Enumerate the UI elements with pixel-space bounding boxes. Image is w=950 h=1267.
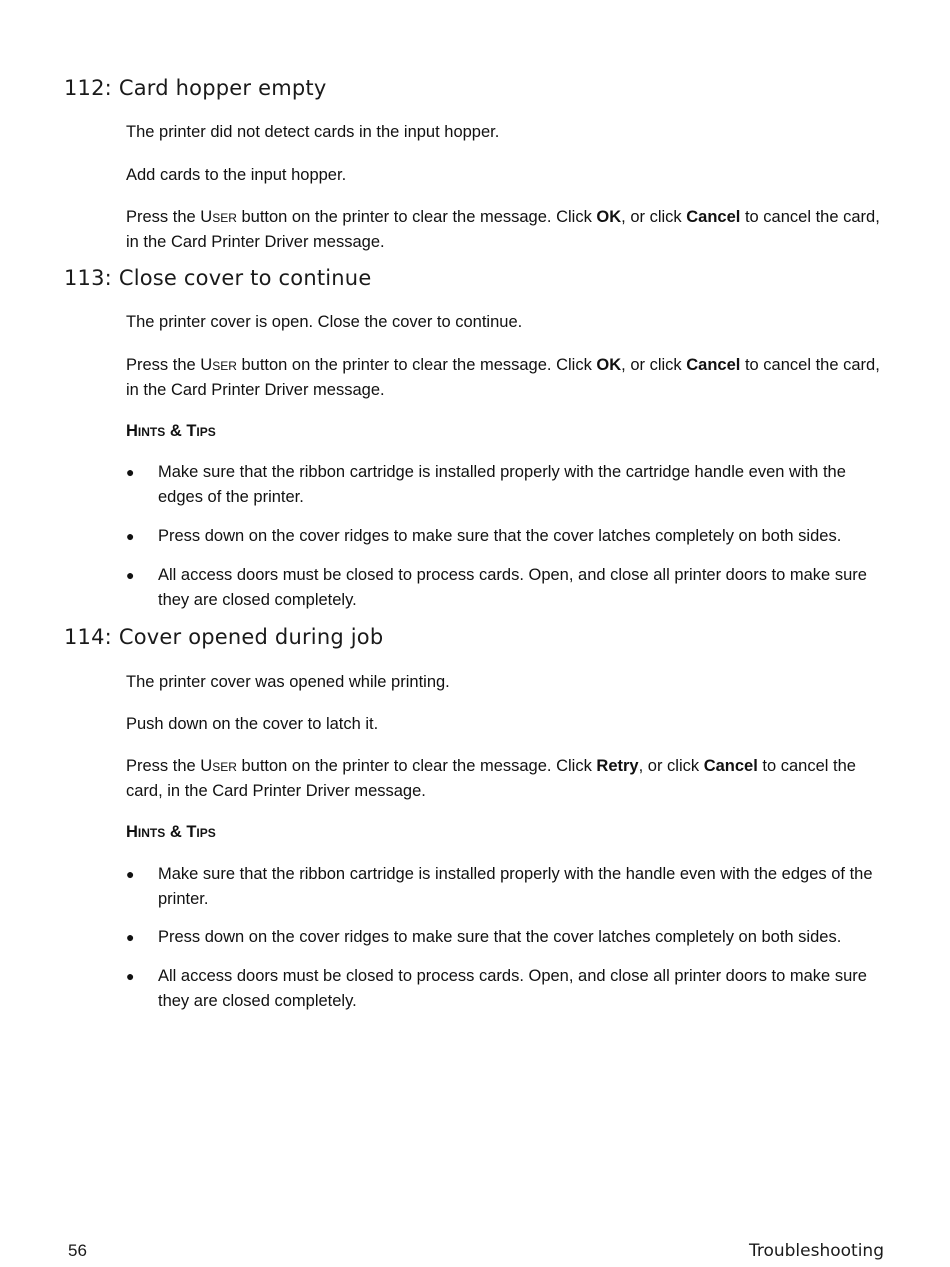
cancel-term: Cancel bbox=[686, 208, 741, 226]
section-heading-114: 114: Cover opened during job bbox=[64, 625, 384, 649]
retry-term: Retry bbox=[596, 757, 639, 775]
section-heading-113: 113: Close cover to continue bbox=[64, 266, 372, 290]
user-button-term: User bbox=[200, 356, 237, 374]
paragraph-114-press-user: Press the User button on the printer to clear the message. Click Retry, or click Cancel to cancel the card, in the Card Printer Driver message. bbox=[126, 757, 856, 800]
paragraph-113-press-user: Press the User button on the printer to clear the message. Click OK, or click Cancel to cancel the card, in the Card Printer Driver message. bbox=[126, 356, 880, 399]
paragraph-112-add-cards: Add cards to the input hopper. bbox=[126, 166, 347, 184]
hints-tips-heading-114: Hints & Tips bbox=[126, 823, 216, 841]
cancel-term: Cancel bbox=[686, 356, 741, 374]
chapter-title: Troubleshooting bbox=[748, 1241, 884, 1261]
bullet-icon: ● bbox=[126, 567, 135, 583]
user-button-term: User bbox=[200, 208, 237, 226]
bullet-icon: ● bbox=[126, 968, 135, 984]
paragraph-114-push-down: Push down on the cover to latch it. bbox=[126, 715, 379, 733]
section-heading-112: 112: Card hopper empty bbox=[64, 76, 327, 100]
ok-term: OK bbox=[596, 208, 622, 226]
paragraph-113-cover-open: The printer cover is open. Close the cover to continue. bbox=[126, 313, 523, 331]
bullet-icon: ● bbox=[126, 929, 135, 945]
bullet-icon: ● bbox=[126, 866, 135, 882]
page-number: 56 bbox=[68, 1241, 87, 1260]
paragraph-114-opened: The printer cover was opened while printing. bbox=[126, 673, 450, 691]
ok-term: OK bbox=[596, 356, 622, 374]
bullet-icon: ● bbox=[126, 528, 135, 544]
paragraph-112-detect: The printer did not detect cards in the input hopper. bbox=[126, 123, 500, 141]
bullet-icon: ● bbox=[126, 464, 135, 480]
hints-tips-heading-113: Hints & Tips bbox=[126, 422, 216, 440]
user-button-term: User bbox=[200, 757, 237, 775]
cancel-term: Cancel bbox=[703, 757, 758, 775]
document-page: 112: Card hopper empty The printer did not detect cards in the input hopper. Add cards to the input hopper. Press the User button on the printer to clear the message. Click OK, or click Cancel to cancel the card, in the Card Printer Driver message. 113: Close cover to continue The printer cover is open. Close the cover to continue. Press the User button on the printer to clear the message. Click OK, or click Cancel to cancel the card, in the Card Printer Driver message. Hints & Tips ● Make sure that the ribbon cartridge is installed properly with the cartridge handle even with the edges of the printer. ● Press down on the cover ridges to make sure that the cover latches completely on both sides. ● All access doors must be closed to process cards. Open, and close all printer doors to make sure they are closed completely. 114: Cover opened during job The printer cover was opened while printing. Push down on the cover to latch it. Press the User button on the printer to clear the message. Click Retry, or click Cancel to cancel the card, in the Card Printer Driver message. Hints & Tips ● Make sure that the ribbon cartridge is installed properly with the handle even with the edges of the printer. ● Press down on the cover ridges to make sure that the cover latches completely on both sides. ● All access doors must be closed to process cards. Open, and close all printer doors to make sure they are closed completely. 56 Troubleshooting bbox=[64, 76, 884, 1261]
paragraph-112-press-user: Press the User button on the printer to clear the message. Click OK, or click Cancel to cancel the card, in the Card Printer Driver message. bbox=[126, 208, 880, 251]
